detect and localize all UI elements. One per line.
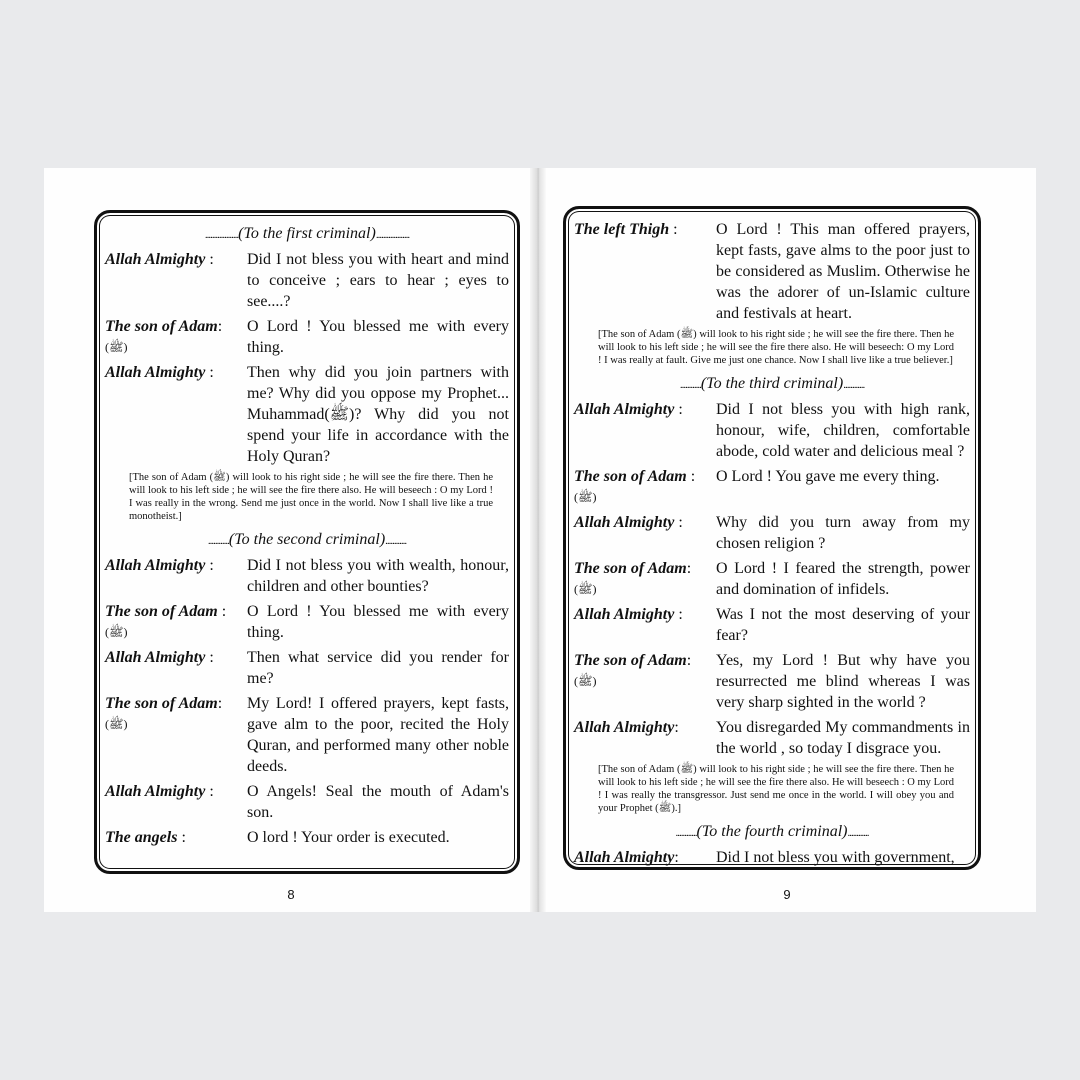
dialogue-text: Why did you turn away from my chosen religion ? bbox=[716, 514, 970, 552]
dialogue-row bbox=[105, 362, 509, 467]
speaker-name: The son of Adam bbox=[574, 468, 687, 485]
dialogue-text: Did I not bless you with government, bbox=[716, 849, 955, 866]
page-border-left bbox=[94, 210, 520, 874]
page-number: 9 bbox=[783, 887, 791, 902]
speaker-name: Allah Almighty bbox=[574, 849, 675, 866]
dialogue-text: O Lord ! I feared the strength, power and domination of infidels. bbox=[716, 560, 970, 598]
speaker: Allah Almighty : bbox=[105, 649, 214, 666]
page-content-left bbox=[105, 223, 509, 852]
speaker-name: Allah Almighty bbox=[105, 251, 206, 268]
page-border-right bbox=[563, 206, 981, 870]
speaker-name: Allah Almighty bbox=[105, 649, 206, 666]
dialogue-text: Then what service did you render for me? bbox=[247, 649, 509, 687]
dialogue-row bbox=[105, 601, 509, 643]
bracket-note: [The son of Adam (ﷺ) will look to his right side ; he will see the fire there. Then he will look to his left side ; he will see the fire there also. He will beseech: O my Lord ! I was really at fault. Give me just one chance. Now I shall live like a true believer.] bbox=[598, 329, 954, 366]
speaker-name: The son of Adam bbox=[105, 603, 218, 620]
dialogue-row bbox=[574, 847, 970, 868]
speaker: The son of Adam : (ﷺ) bbox=[574, 466, 716, 508]
section-title-text: (To the second criminal) bbox=[228, 531, 386, 548]
page-right bbox=[538, 168, 1036, 912]
section-title: ............(To the third criminal)............ bbox=[679, 375, 865, 392]
honorific: (ﷺ) bbox=[574, 490, 597, 504]
dialogue-row bbox=[105, 827, 509, 848]
dialogue-text: O Angels! Seal the mouth of Adam's son. bbox=[247, 783, 509, 821]
speaker: The angels : bbox=[105, 829, 186, 846]
honorific: (ﷺ) bbox=[574, 674, 597, 688]
dialogue-row bbox=[574, 466, 970, 508]
dialogue-text: O Lord ! You gave me every thing. bbox=[716, 468, 940, 485]
dialogue-row bbox=[105, 693, 509, 777]
dialogue-row bbox=[574, 558, 970, 600]
speaker-name: Allah Almighty bbox=[105, 783, 206, 800]
speaker-name: Allah Almighty bbox=[574, 606, 675, 623]
book-gutter bbox=[530, 168, 546, 912]
speaker-name: Allah Almighty bbox=[574, 401, 675, 418]
speaker: Allah Almighty : bbox=[574, 606, 683, 623]
section-title-text: (To the first criminal) bbox=[238, 225, 376, 242]
dialogue-text: O Lord ! You blessed me with every thing. bbox=[247, 603, 509, 641]
page-content-right bbox=[574, 219, 970, 870]
speaker-name: The son of Adam bbox=[105, 695, 218, 712]
dialogue-row bbox=[105, 316, 509, 358]
speaker-name: The son of Adam bbox=[574, 652, 687, 669]
speaker: Allah Almighty : bbox=[105, 364, 214, 381]
dialogue-row bbox=[105, 647, 509, 689]
bracket-note: [The son of Adam (ﷺ) will look to his right side ; he will see the fire there. Then he will look to his left side ; he will see the fire there also. He will beseech : O my Lord ! I was really the transgressor. Just send me once in the world. I will obey you and your Prophet (ﷺ).] bbox=[598, 764, 954, 814]
dialogue-text: O Lord ! You blessed me with every thing. bbox=[247, 318, 509, 356]
dialogue-text: My Lord! I offered prayers, kept fasts, gave alm to the poor, recited the Holy Quran, and performed many other noble deeds. bbox=[247, 695, 509, 775]
speaker: Allah Almighty : bbox=[574, 401, 683, 418]
dialogue-text: Did I not bless you with heart and mind to conceive ; ears to hear ; eyes to see....? bbox=[247, 251, 509, 310]
speaker: Allah Almighty: bbox=[574, 719, 679, 736]
speaker: The son of Adam: (ﷺ) bbox=[574, 558, 716, 600]
dialogue-text: Was I not the most deserving of your fear? bbox=[716, 606, 970, 644]
speaker: Allah Almighty : bbox=[105, 557, 214, 574]
dialogue-row bbox=[105, 249, 509, 312]
dialogue-row bbox=[574, 399, 970, 462]
section-title-text: (To the fourth criminal) bbox=[696, 823, 848, 840]
dialogue-row bbox=[105, 781, 509, 823]
dialogue-row bbox=[574, 219, 970, 324]
dialogue-text: Then why did you join partners with me? Why did you oppose my Prophet... Muhammad(ﷺ)? Why did you not spend your life in accordance with the Holy Quran? bbox=[247, 364, 509, 465]
dialogue-text: You disregarded My commandments in the world , so today I disgrace you. bbox=[716, 719, 970, 757]
page-left bbox=[44, 168, 538, 912]
speaker-name: The son of Adam bbox=[105, 318, 218, 335]
dialogue-text: Did I not bless you with wealth, honour, children and other bounties? bbox=[247, 557, 509, 595]
speaker: Allah Almighty : bbox=[574, 514, 683, 531]
dialogue-text: Yes, my Lord ! But why have you resurrected me blind whereas I was very sharp sighted in the world ? bbox=[716, 652, 970, 711]
honorific: (ﷺ) bbox=[105, 717, 128, 731]
speaker-name: The angels bbox=[105, 829, 178, 846]
section-title: ............(To the second criminal)............ bbox=[207, 531, 407, 548]
speaker: The left Thigh : bbox=[574, 221, 678, 238]
speaker: The son of Adam: (ﷺ) bbox=[105, 693, 247, 777]
book-spread bbox=[44, 168, 1036, 912]
page-number: 8 bbox=[287, 887, 295, 902]
speaker-name: The left Thigh bbox=[574, 221, 670, 238]
bracket-note: [The son of Adam (ﷺ) will look to his right side ; he will see the fire there. Then he will look to his left side ; he will see the fire there also. He will beseech : O my Lord ! I was really in the wrong. Send me just once in the world. Now I shall live like a true monotheist.] bbox=[129, 472, 493, 522]
speaker-name: Allah Almighty bbox=[105, 364, 206, 381]
dialogue-row bbox=[574, 512, 970, 554]
dialogue-text: Did I not bless you with high rank, honour, wife, children, comfortable abode, cold water and delicious meal ? bbox=[716, 401, 970, 460]
honorific: (ﷺ) bbox=[105, 340, 128, 354]
dialogue-row bbox=[574, 604, 970, 646]
speaker-name: Allah Almighty bbox=[574, 719, 675, 736]
section-title: ............(To the fourth criminal)............ bbox=[675, 823, 869, 840]
honorific: (ﷺ) bbox=[105, 625, 128, 639]
speaker: Allah Almighty: bbox=[574, 849, 679, 866]
dialogue-text: O lord ! Your order is executed. bbox=[247, 829, 450, 846]
speaker-name: Allah Almighty bbox=[105, 557, 206, 574]
dialogue-row bbox=[105, 555, 509, 597]
dialogue-row bbox=[574, 650, 970, 713]
dialogue-text: O Lord ! This man offered prayers, kept fasts, gave alms to the poor just to be considered as Muslim. Otherwise he was the adorer of un-Islamic culture and festivals at heart. bbox=[716, 221, 970, 322]
speaker: The son of Adam: (ﷺ) bbox=[574, 650, 716, 713]
speaker: The son of Adam: (ﷺ) bbox=[105, 316, 247, 358]
section-title: ...................(To the first criminal)................... bbox=[204, 225, 410, 242]
honorific: (ﷺ) bbox=[574, 582, 597, 596]
section-title-text: (To the third criminal) bbox=[700, 375, 844, 392]
speaker: Allah Almighty : bbox=[105, 783, 214, 800]
speaker: Allah Almighty : bbox=[105, 251, 214, 268]
dialogue-row bbox=[574, 717, 970, 759]
speaker-name: The son of Adam bbox=[574, 560, 687, 577]
speaker-name: Allah Almighty bbox=[574, 514, 675, 531]
speaker: The son of Adam : (ﷺ) bbox=[105, 601, 247, 643]
